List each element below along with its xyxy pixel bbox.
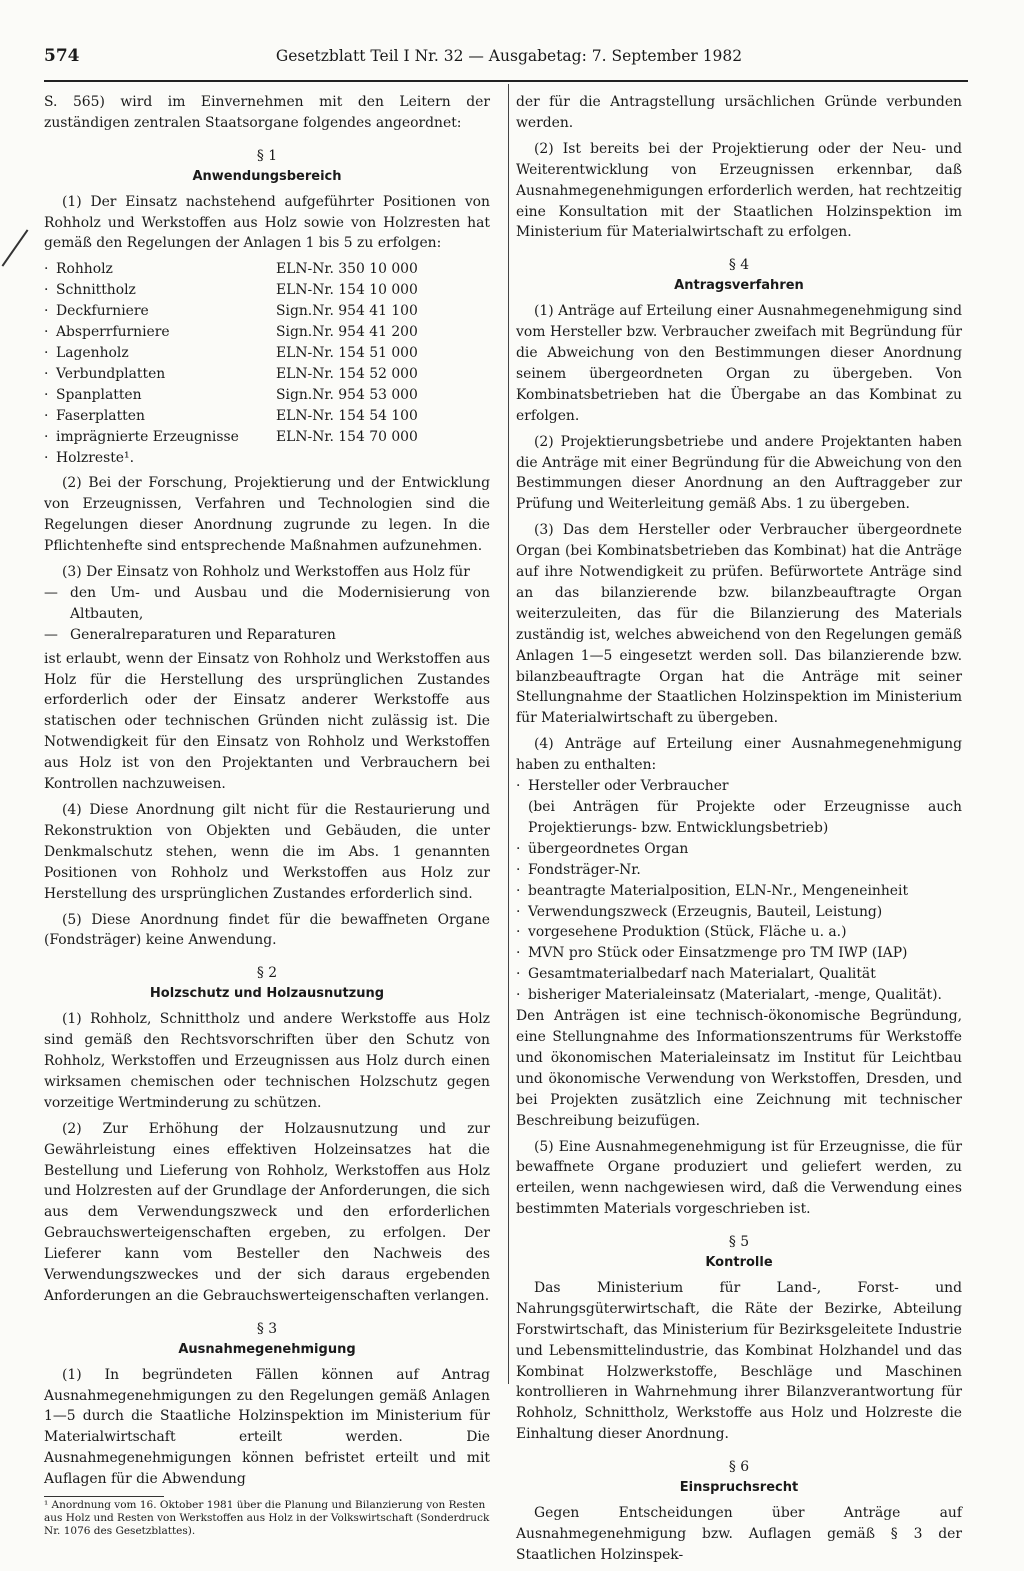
section-title: Holzschutz und Holzausnutzung [149,986,385,1002]
item-text: vorgesehene Produktion (Stück, Fläche u. a.) [528,924,847,941]
bullet: · [44,282,49,299]
section-title: Anwendungsbereich [192,168,342,184]
paragraph: (3) Das dem Hersteller oder Verbraucher übergeordnete Organ (bei Kombinatsbetrieben das Kombinat) hat die Anträge auf ihre Notwendigkeit zu prüfen. Befürwortete Anträge sind an das bilanzierende bzw. bilanzbeauftragte Organ weiterzuleiten, das für die Bilanzierung des Materials zuständig ist, welches abweichend von den Regelungen gemäß Anlagen 1—5 eingesetzt werden soll. Das bilanzierende bzw. bilanzbeauftragte Organ hat die Anträge mit seiner Stellungnahme der Staatlichen Holzinspektion im Ministerium für Materialwirtschaft zu übergeben. [516,522,962,727]
bullet: · [44,324,49,341]
section-number: § 5 [728,1234,750,1251]
page-number: 574 [44,46,80,66]
bullet: · [44,449,49,466]
list-item [516,776,962,797]
position-code: Sign.Nr. 954 41 100 [276,303,418,320]
position-code [276,448,490,469]
bullet: · [44,407,49,424]
dash-text: den Um- und Ausbau und die Modernisierung von Altbauten, [70,584,490,622]
section-number: § 4 [728,257,750,274]
section-title: Einspruchsrecht [679,1480,799,1496]
position-code: ELN-Nr. 154 70 000 [276,428,418,445]
bullet: · [516,778,521,795]
bullet: · [44,344,49,361]
paragraph: (2) Bei der Forschung, Projektierung und der Entwicklung von Erzeugnissen, Verfahren und Technologien sind die Regelungen dieser Anordnung zugrunde zu legen. In die Pflichtenhefte sind entsprechende Maßnahmen aufzunehmen. [44,475,490,555]
header-rule [44,80,968,82]
list-item [516,902,962,923]
position-code: ELN-Nr. 350 10 000 [276,261,418,278]
paragraph: (2) Ist bereits bei der Projektierung oder der Neu- und Weiterentwicklung von Erzeugnissen erkennbar, daß Ausnahmegenehmigungen erforderlich werden, hat rechtzeitig eine Konsultation mit der Staatlichen Holzinspektion im Ministerium für Materialwirtschaft zu erfolgen. [516,140,962,241]
paragraph: Den Anträgen ist eine technisch-ökonomische Begründung, eine Stellungnahme des Informationszentrums für Werkstoffe und ökonomischen Materialeinsatz im Institut für Leichtbau und ökonomische Verwendung von Werkstoffen, Dresden, und bei Projekten zusätzlich eine Zeichnung mit technischer Beschreibung beizufügen. [516,1008,962,1129]
bullet: · [44,303,49,320]
list-item [516,964,962,985]
position-name: imprägnierte Erzeugnisse [56,428,239,445]
paragraph: Das Ministerium für Land-, Forst- und Nahrungsgüterwirtschaft, die Räte der Bezirke, Abteilung Forstwirtschaft, das Ministerium für Bezirksgeleitete Industrie und Lebensmittelindustrie, das Kombinat Holzhandel und das Kombinat Holzwerkstoffe, Beschläge und Maschinen kontrollieren in Wahrnehmung ihrer Bilanzverantwortung für Rohholz, Schnittholz, Werkstoffe aus Holz und Holzreste die Einhaltung dieser Anordnung. [516,1279,962,1443]
left-column [44,92,490,1538]
section-6 [516,1457,962,1566]
bullet: · [44,365,49,382]
dash-mark: — [44,626,58,643]
position-name: Schnittholz [56,282,136,299]
paragraph: der für die Antragstellung ursächlichen Gründe verbunden werden. [516,94,962,131]
paragraph: (5) Eine Ausnahmegenehmigung ist für Erzeugnisse, die für bewaffnete Organe produziert und geliefert werden, zu erteilen, wenn nachgewiesen wird, daß die Verwendung eines bestimmten Materials vorgeschrieben ist. [516,1138,962,1218]
position-item [44,259,490,280]
position-item [44,385,490,406]
margin-pen-mark [2,229,29,266]
section-title: Kontrolle [705,1255,773,1271]
paragraph: (1) In begründeten Fällen können auf Antrag Ausnahmegenehmigungen zu den Regelungen gemäß Anlagen 1—5 durch die Staatliche Holzinspektion im Ministerium für Materialwirtschaft erteilt werden. Die Ausnahmegenehmigungen können befristet erteilt und mit Auflagen für die Abwendung [44,1366,490,1488]
footnote: ¹ Anordnung vom 16. Oktober 1981 über die Planung und Bilanzierung von Resten aus Holz und Resten von Werkstoffen aus Holz in der Volkswirtschaft (Sonderdruck Nr. 1076 des Gesetzblattes). [44,1499,490,1538]
bullet: · [516,882,521,899]
bullet: · [44,261,49,278]
paragraph: Gegen Entscheidungen über Anträge auf Ausnahmegenehmigung bzw. Auflagen gemäß § 3 der Staatlichen Holzinspek- [516,1505,962,1563]
list-item [516,797,962,839]
section-number: § 2 [256,965,278,982]
position-code: ELN-Nr. 154 10 000 [276,282,418,299]
dash-item [44,583,490,625]
position-item [44,364,490,385]
list-item [516,839,962,860]
list-item [516,922,962,943]
section-number: § 3 [256,1320,278,1337]
right-column [516,92,962,1571]
section-title: Antragsverfahren [674,278,804,294]
position-name: Deckfurniere [56,303,149,320]
paragraph: (1) Rohholz, Schnittholz und andere Werkstoffe aus Holz sind gemäß den Rechtsvorschriften über den Schutz von Rohholz, Werkstoffen und Erzeugnissen aus Holz durch einen wirksamen chemischen oder technischen Holzschutz gegen vorzeitige Wertminderung zu schützen. [44,1011,490,1111]
paragraph: (1) Der Einsatz nachstehend aufgeführter Positionen von Rohholz und Werkstoffen aus Holz sowie von Holzresten hat gemäß den Regelungen der Anlagen 1 bis 5 zu erfolgen: [44,193,490,252]
column-divider [508,84,509,1384]
position-code: ELN-Nr. 154 52 000 [276,365,418,382]
paragraph: (4) Anträge auf Erteilung einer Ausnahmegenehmigung haben zu enthalten: [516,736,962,774]
item-text: bisheriger Materialeinsatz (Materialart, -menge, Qualität). [528,987,942,1004]
section-title: Ausnahmegenehmigung [178,1341,356,1357]
list-item [516,985,962,1006]
section-1 [44,146,490,952]
item-text: übergeordnetes Organ [528,840,689,857]
paragraph: (1) Anträge auf Erteilung einer Ausnahmegenehmigung sind vom Hersteller bzw. Verbraucher zweifach mit Begründung für die Abweichung von den Bestimmungen dieser Anordnung seinem übergeordneten Organ zu übergeben. Von Kombinatsbetrieben hat die Übergabe an das Kombinat zu erfolgen. [516,303,962,424]
bullet: · [44,428,49,445]
section-number: § 1 [256,147,278,164]
position-name: Faserplatten [56,407,145,424]
bullet: · [44,386,49,403]
position-name: Absperrfurniere [56,324,170,341]
bullet: · [516,840,521,857]
position-name: Lagenholz [56,344,129,361]
position-name: Holzreste¹. [56,449,135,466]
requirement-list [516,776,962,1006]
position-item [44,448,490,469]
position-item [44,301,490,322]
dash-text: Generalreparaturen und Reparaturen [70,626,336,643]
position-code: ELN-Nr. 154 51 000 [276,344,418,361]
item-text: Hersteller oder Verbraucher [528,778,729,795]
intro-paragraph: S. 565) wird im Einvernehmen mit den Leitern der zuständigen zentralen Staatsorgane folgendes angeordnet: [44,94,490,131]
position-code: Sign.Nr. 954 53 000 [276,386,418,403]
list-item [516,881,962,902]
dash-mark: — [44,584,58,601]
position-name: Verbundplatten [56,365,166,382]
section-3 [44,1319,490,1490]
paragraph: ist erlaubt, wenn der Einsatz von Rohholz und Werkstoffen aus Holz für die Herstellung des ursprünglichen Zustandes erforderlich oder der Einsatz anderer Werkstoffe aus statischen oder technischen Gründen nicht zulässig ist. Die Notwendigkeit für den Einsatz von Rohholz und Werkstoffen aus Holz ist von den Projektanten und Verbrauchern bei Kontrollen nachzuweisen. [44,650,490,793]
paragraph: (5) Diese Anordnung findet für die bewaffneten Organe (Fondsträger) keine Anwendung. [44,911,490,949]
item-text: (bei Anträgen für Projekte oder Erzeugnisse auch Projektierungs- bzw. Entwicklungsbetrieb) [528,799,962,836]
position-item [44,343,490,364]
running-title: Gesetzblatt Teil I Nr. 32 — Ausgabetag: 7. September 1982 [275,47,743,65]
section-5 [516,1232,962,1445]
position-name: Rohholz [56,261,113,278]
position-item [44,406,490,427]
position-list [44,259,490,468]
bullet [516,797,528,839]
list-item [516,943,962,964]
bullet: · [516,945,521,962]
list-item [516,860,962,881]
position-code: ELN-Nr. 154 54 100 [276,407,418,424]
page-header [44,46,974,72]
item-text: beantragte Materialposition, ELN-Nr., Mengeneinheit [528,882,909,899]
bullet: · [516,861,521,878]
position-item [44,280,490,301]
section-4 [516,255,962,1220]
paragraph: (3) Der Einsatz von Rohholz und Werkstoffen aus Holz für [62,564,470,581]
footnote-rule [44,1496,164,1497]
section-2 [44,963,490,1307]
position-name: Spanplatten [56,386,142,403]
paragraph: (4) Diese Anordnung gilt nicht für die Restaurierung und Rekonstruktion von Objekten und Gebäuden, die unter Denkmalschutz stehen, wenn die im Abs. 1 genannten Positionen von Rohholz und Werkstoffen aus Holz zur Herstellung des ursprünglichen Zustandes erforderlich sind. [44,802,490,902]
position-item [44,322,490,343]
item-text: Fondsträger-Nr. [528,861,641,878]
position-code: Sign.Nr. 954 41 200 [276,324,418,341]
bullet: · [516,924,521,941]
bullet: · [516,966,521,983]
position-item [44,427,490,448]
paragraph: (2) Zur Erhöhung der Holzausnutzung und zur Gewährleistung eines effektiven Holzeinsatzes hat die Bestellung und Lieferung von Rohholz, Werkstoffen aus Holz und Holzresten auf der Grundlage der Anforderungen, die sich aus dem Verwendungszweck und den erforderlichen Gebrauchswerteigenschaften ergeben, zu erfolgen. Der Lieferer kann vom Besteller den Nachweis des Verwendungszweckes und der sich daraus ergebenden Anforderungen an die Gebrauchswerteigenschaften verlangen. [44,1120,490,1304]
item-text: MVN pro Stück oder Einsatzmenge pro TM IWP (IAP) [528,945,908,962]
dash-item [44,625,490,646]
item-text: Verwendungszweck (Erzeugnis, Bauteil, Leistung) [528,903,883,920]
paragraph: (2) Projektierungsbetriebe und andere Projektanten haben die Anträge mit einer Begründung für die Abweichung von den Bestimmungen dieser Anordnung an den Auftraggeber zur Prüfung und Weiterleitung gemäß Abs. 1 zu übergeben. [516,433,962,513]
item-text: Gesamtmaterialbedarf nach Materialart, Qualität [528,966,876,983]
section-number: § 6 [728,1459,750,1476]
bullet: · [516,987,521,1004]
dash-list [44,583,490,646]
bullet: · [516,903,521,920]
